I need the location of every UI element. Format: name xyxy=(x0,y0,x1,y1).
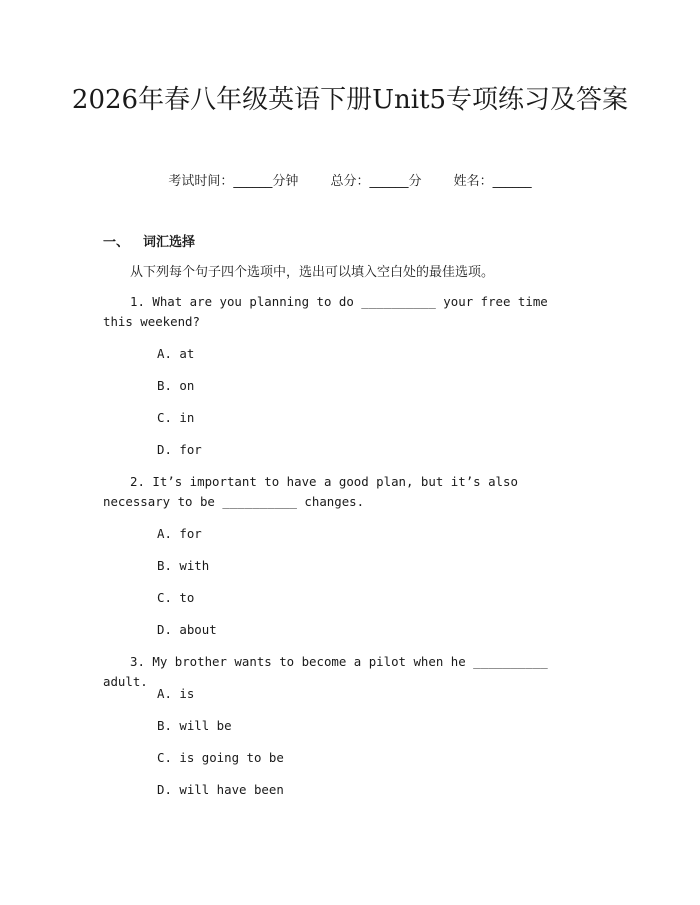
exam-info-line xyxy=(0,170,700,189)
question-3-option-a: A. is xyxy=(157,686,195,701)
question-1-option-d: D. for xyxy=(157,442,202,457)
question-3-text: 3. My brother wants to become a pilot when he __________ adult. xyxy=(103,654,548,689)
question-2-text: 2. It’s important to have a good plan, but it’s also necessary to be __________ changes. xyxy=(103,474,518,509)
section-heading xyxy=(103,231,195,250)
student-name-field: 姓名：______ xyxy=(453,174,532,189)
question-3-option-b: B. will be xyxy=(157,718,232,733)
question-2-option-b: B. with xyxy=(157,558,210,573)
section-title: 词汇选择 xyxy=(143,235,196,250)
question-3-option-d: D. will have been xyxy=(157,782,284,797)
total-score-field: 总分：______分 xyxy=(330,174,422,189)
exam-time-field: 考试时间：______分钟 xyxy=(168,174,299,189)
question-1-text: 1. What are you planning to do __________ your free time this weekend? xyxy=(103,294,548,329)
question-1-option-b: B. on xyxy=(157,378,195,393)
document-title: 2026年春八年级英语下册Unit5专项练习及答案 xyxy=(71,85,629,115)
question-2-option-a: A. for xyxy=(157,526,202,541)
question-2-option-d: D. about xyxy=(157,622,217,637)
section-instruction: 从下列每个句子四个选项中，选出可以填入空白处的最佳选项。 xyxy=(130,265,495,280)
question-1-option-c: C. in xyxy=(157,410,195,425)
question-1-option-a: A. at xyxy=(157,346,195,361)
question-3-option-c: C. is going to be xyxy=(157,750,284,765)
question-2-option-c: C. to xyxy=(157,590,195,605)
section-number: 一、 xyxy=(103,235,130,250)
